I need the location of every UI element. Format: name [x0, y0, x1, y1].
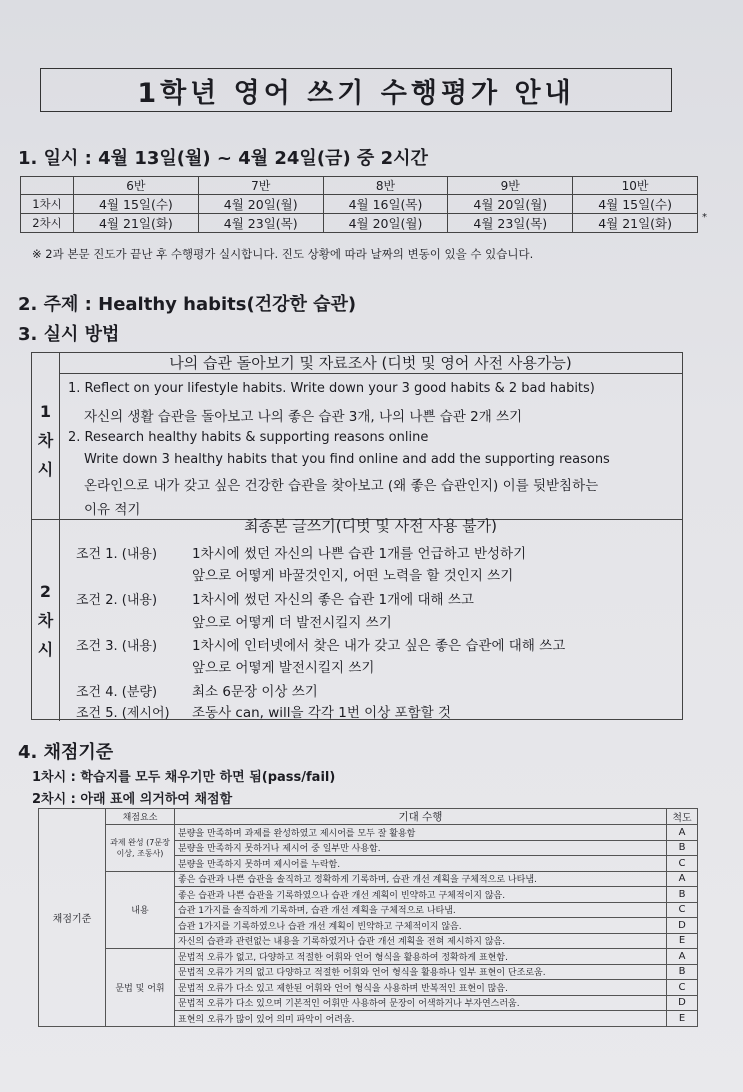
schedule-cell: 4월 15일(수) [74, 195, 199, 214]
rubric-grade: E [667, 933, 698, 949]
class-header: 9반 [448, 177, 573, 195]
rubric-text: 습관 1가지를 기록하였으나 습관 개선 계획이 빈약하고 구체적이지 않음. [175, 918, 667, 934]
condition-label: 조건 4. (분량) [76, 685, 158, 700]
session-label: 1차시 [21, 195, 74, 214]
rubric-col-element: 채점요소 [106, 809, 175, 825]
stray-mark: * [702, 212, 707, 223]
condition-text: 1차시에 썼던 자신의 좋은 습관 1개에 대해 쓰고 [192, 592, 474, 608]
rubric-col-scale: 척도 [667, 809, 698, 825]
condition-label: 조건 5. (제시어) [76, 706, 170, 721]
session-1-label: 시 [37, 460, 54, 479]
rubric-table [38, 808, 698, 1027]
rubric-grade: A [667, 825, 698, 841]
condition-text: 앞으로 어떻게 발전시킬지 쓰기 [192, 660, 375, 676]
rubric-grade: A [667, 949, 698, 965]
schedule-cell: 4월 23일(목) [448, 214, 573, 233]
rubric-text: 좋은 습관과 나쁜 습관을 솔직하고 정확하게 기록하며, 습관 개선 계획을 구체적으로 나타냄. [175, 871, 667, 887]
schedule-cell: 4월 20일(월) [198, 195, 323, 214]
condition-text: 앞으로 어떻게 더 발전시킬지 쓰기 [192, 615, 392, 631]
session-label: 2차시 [21, 214, 74, 233]
session-1-line: 자신의 생활 습관을 돌아보고 나의 좋은 습관 3개, 나의 나쁜 습관 2개 쓰기 [84, 409, 523, 425]
criteria-line-2: 2차시 : 아래 표에 의거하여 채점함 [32, 792, 233, 807]
rubric-text: 좋은 습관과 나쁜 습관을 기록하였으나 습관 개선 계획이 빈약하고 구체적이지 않음. [175, 887, 667, 903]
rubric-grade: D [667, 995, 698, 1011]
schedule-cell: 4월 21일(화) [74, 214, 199, 233]
rubric-row [39, 871, 698, 887]
session-1-label: 1 [39, 402, 52, 421]
rubric-text: 문법적 오류가 거의 없고 다양하고 적절한 어휘와 언어 형식을 활용하나 일부 표현이 단조로움. [175, 964, 667, 980]
schedule-corner [21, 177, 74, 195]
class-header: 8반 [323, 177, 448, 195]
rubric-grade: E [667, 1011, 698, 1027]
rubric-group-name: 내용 [106, 871, 175, 949]
session-1-label: 차 [37, 431, 54, 450]
condition-label: 조건 2. (내용) [76, 593, 158, 608]
condition-text: 앞으로 어떻게 바꿀것인지, 어떤 노력을 할 것인지 쓰기 [192, 568, 514, 584]
session-1-header: 나의 습관 돌아보기 및 자료조사 (디벗 및 영어 사전 사용가능) [59, 353, 682, 374]
session-2-label-cell [32, 519, 60, 721]
rubric-grade: B [667, 840, 698, 856]
section-2-heading: 2. 주제 : Healthy habits(건강한 습관) [18, 294, 357, 315]
session-2-label: 시 [37, 640, 54, 659]
rubric-text: 문법적 오류가 없고, 다양하고 적절한 어휘와 언어 형식을 활용하여 정확하게 표현함. [175, 949, 667, 965]
rubric-row [39, 825, 698, 841]
rubric-text: 자신의 습관과 관련없는 내용을 기록하였거나 습관 개선 계획을 전혀 제시하지 않음. [175, 933, 667, 949]
section-1-heading: 1. 일시 : 4월 13일(월) ~ 4월 24일(금) 중 2시간 [18, 148, 428, 169]
schedule-cell: 4월 15일(수) [573, 195, 698, 214]
class-header: 10반 [573, 177, 698, 195]
schedule-cell: 4월 20일(월) [323, 214, 448, 233]
rubric-text: 습관 1가지를 솔직하게 기록하며, 습관 개선 계획을 구체적으로 나타냄. [175, 902, 667, 918]
rubric-text: 분량을 만족하지 못하며 제시어를 누락함. [175, 856, 667, 872]
schedule-header-row [21, 177, 698, 195]
session-2-header: 최종본 글쓰기(디벗 및 사전 사용 불가) [244, 517, 497, 535]
condition-label: 조건 1. (내용) [76, 547, 158, 562]
rubric-grade: B [667, 964, 698, 980]
session-1-line: 1. Reflect on your lifestyle habits. Write down your 3 good habits & 2 bad habits) [68, 381, 595, 396]
rubric-grade: C [667, 980, 698, 996]
session-1-line: Write down 3 healthy habits that you find online and add the supporting reasons [84, 452, 610, 467]
rubric-text: 분량을 만족하며 과제를 완성하였고 제시어를 모두 잘 활용함 [175, 825, 667, 841]
rubric-group-name: 과제 완성 (7문장이상, 조동사) [106, 825, 175, 872]
schedule-note: ※ 2과 본문 진도가 끝난 후 수행평가 실시합니다. 진도 상황에 따라 날짜의 변동이 있을 수 있습니다. [32, 247, 534, 261]
rubric-grade: C [667, 902, 698, 918]
session-1-line: 2. Research healthy habits & supporting reasons online [68, 430, 429, 445]
rubric-text: 표현의 오류가 많이 있어 의미 파악이 어려움. [175, 1011, 667, 1027]
session-2-label: 차 [37, 611, 54, 630]
condition-text: 최소 6문장 이상 쓰기 [192, 684, 318, 700]
condition-label: 조건 3. (내용) [76, 639, 158, 654]
criteria-line-1: 1차시 : 학습지를 모두 채우기만 하면 됨(pass/fail) [32, 770, 336, 785]
condition-text: 조동사 can, will을 각각 1번 이상 포함할 것 [192, 705, 451, 721]
rubric-text: 분량을 만족하지 못하거나 제시어 중 일부만 사용함. [175, 840, 667, 856]
rubric-grade: D [667, 918, 698, 934]
rubric-grade: A [667, 871, 698, 887]
session-1-line: 이유 적기 [84, 502, 141, 518]
rubric-grade: B [667, 887, 698, 903]
schedule-cell: 4월 23일(목) [198, 214, 323, 233]
schedule-row [21, 195, 698, 214]
rubric-row [39, 949, 698, 965]
schedule-cell: 4월 20일(월) [448, 195, 573, 214]
schedule-table [20, 176, 698, 233]
section-3-heading: 3. 실시 방법 [18, 324, 120, 345]
session-2-label: 2 [39, 582, 52, 601]
class-header: 6반 [74, 177, 199, 195]
method-table [31, 352, 683, 720]
schedule-row [21, 214, 698, 233]
rubric-text: 문법적 오류가 다소 있으며 기본적인 어휘만 사용하여 문장이 어색하거나 부자연스러움. [175, 995, 667, 1011]
rubric-header-row [39, 809, 698, 825]
section-4-heading: 4. 채점기준 [18, 742, 114, 763]
rubric-col-performance: 기대 수행 [175, 809, 667, 825]
session-1-line: 온라인으로 내가 갖고 싶은 건강한 습관을 찾아보고 (왜 좋은 습관인지) 이를 뒷받침하는 [84, 478, 599, 494]
schedule-cell: 4월 21일(화) [573, 214, 698, 233]
rubric-grade: C [667, 856, 698, 872]
session-1-label-cell [32, 353, 60, 520]
schedule-cell: 4월 16일(목) [323, 195, 448, 214]
page-title: 1학년 영어 쓰기 수행평가 안내 [40, 68, 672, 112]
condition-text: 1차시에 썼던 자신의 나쁜 습관 1개를 언급하고 반성하기 [192, 546, 527, 562]
rubric-text: 문법적 오류가 다소 있고 제한된 어휘와 언어 형식을 사용하며 반복적인 표현이 많음. [175, 980, 667, 996]
rubric-group-name: 문법 및 어휘 [106, 949, 175, 1027]
condition-text: 1차시에 인터넷에서 찾은 내가 갖고 싶은 좋은 습관에 대해 쓰고 [192, 638, 566, 654]
class-header: 7반 [198, 177, 323, 195]
rubric-row-label: 채점기준 [39, 809, 106, 1027]
